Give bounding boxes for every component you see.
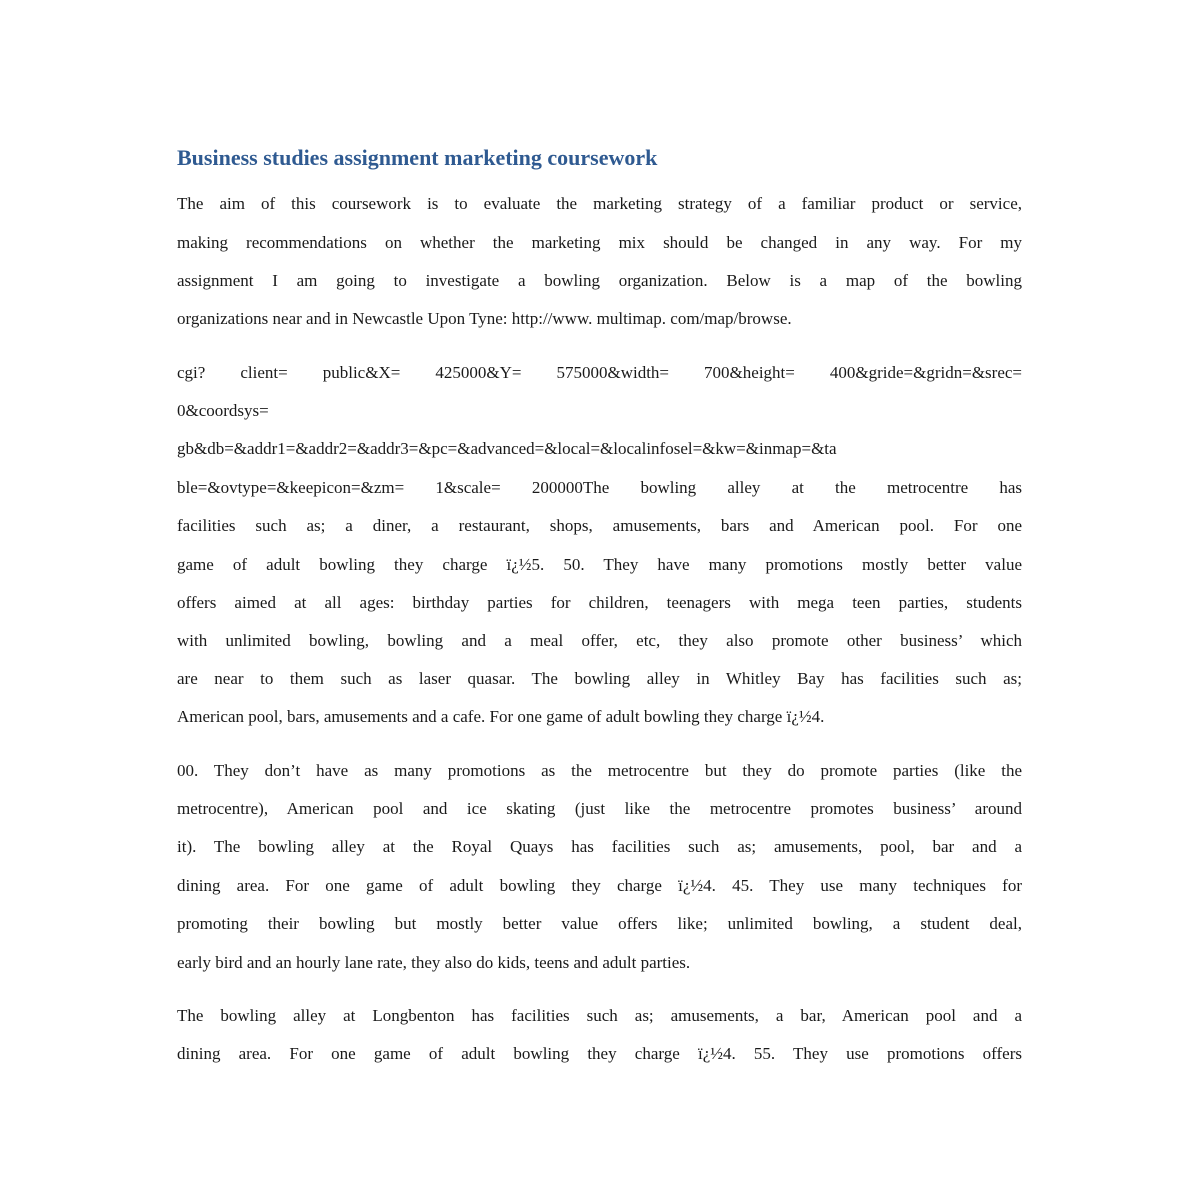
paragraph-line: gb&db=&addr1=&addr2=&addr3=&pc=&advanced=&local=&localinfosel=&kw=&inmap=&ta: [177, 439, 837, 458]
paragraph-line: organizations near and in Newcastle Upon Tyne: http://www. multimap. com/map/browse.: [177, 309, 792, 328]
paragraph-line: facilities such as; a diner, a restaurant, shops, amusements, bars and American pool. For one: [177, 516, 1022, 535]
paragraph-line: The aim of this coursework is to evaluate the marketing strategy of a familiar product or service,: [177, 194, 1022, 213]
paragraph-line: ble=&ovtype=&keepicon=&zm= 1&scale= 200000The bowling alley at the metrocentre has: [177, 478, 1022, 497]
paragraph-line: offers aimed at all ages: birthday parties for children, teenagers with mega teen parties, students: [177, 593, 1022, 612]
paragraph-line: dining area. For one game of adult bowling they charge ï¿½4. 45. They use many techniques for: [177, 876, 1022, 895]
paragraph-line: with unlimited bowling, bowling and a meal offer, etc, they also promote other business’ which: [177, 631, 1022, 650]
paragraph-line: are near to them such as laser quasar. The bowling alley in Whitley Bay has facilities such as;: [177, 669, 1022, 688]
paragraph-line: game of adult bowling they charge ï¿½5. 50. They have many promotions mostly better value: [177, 555, 1022, 574]
paragraph-line: 0&coordsys=: [177, 401, 269, 420]
paragraph-line: early bird and an hourly lane rate, they also do kids, teens and adult parties.: [177, 953, 691, 972]
paragraph-line: dining area. For one game of adult bowling they charge ï¿½4. 55. They use promotions offers: [177, 1044, 1022, 1063]
paragraph-line: promoting their bowling but mostly better value offers like; unlimited bowling, a student deal,: [177, 914, 1022, 933]
paragraph-line: 00. They don’t have as many promotions as the metrocentre but they do promote parties (like the: [177, 761, 1022, 780]
paragraph-line: cgi? client= public&X= 425000&Y= 575000&width= 700&height= 400&gride=&gridn=&srec=: [177, 363, 1022, 382]
paragraph-line: making recommendations on whether the marketing mix should be changed in any way. For my: [177, 233, 1022, 252]
paragraph-line: metrocentre), American pool and ice skating (just like the metrocentre promotes business’ around: [177, 799, 1022, 818]
paragraph-line: it). The bowling alley at the Royal Quays has facilities such as; amusements, pool, bar and a: [177, 837, 1022, 856]
paragraph-line: The bowling alley at Longbenton has facilities such as; amusements, a bar, American pool and a: [177, 1006, 1022, 1025]
paragraph-line: American pool, bars, amusements and a cafe. For one game of adult bowling they charge ï¿½4.: [177, 707, 825, 726]
paragraph-line: assignment I am going to investigate a bowling organization. Below is a map of the bowling: [177, 271, 1022, 290]
document-title: Business studies assignment marketing coursework: [177, 145, 658, 170]
